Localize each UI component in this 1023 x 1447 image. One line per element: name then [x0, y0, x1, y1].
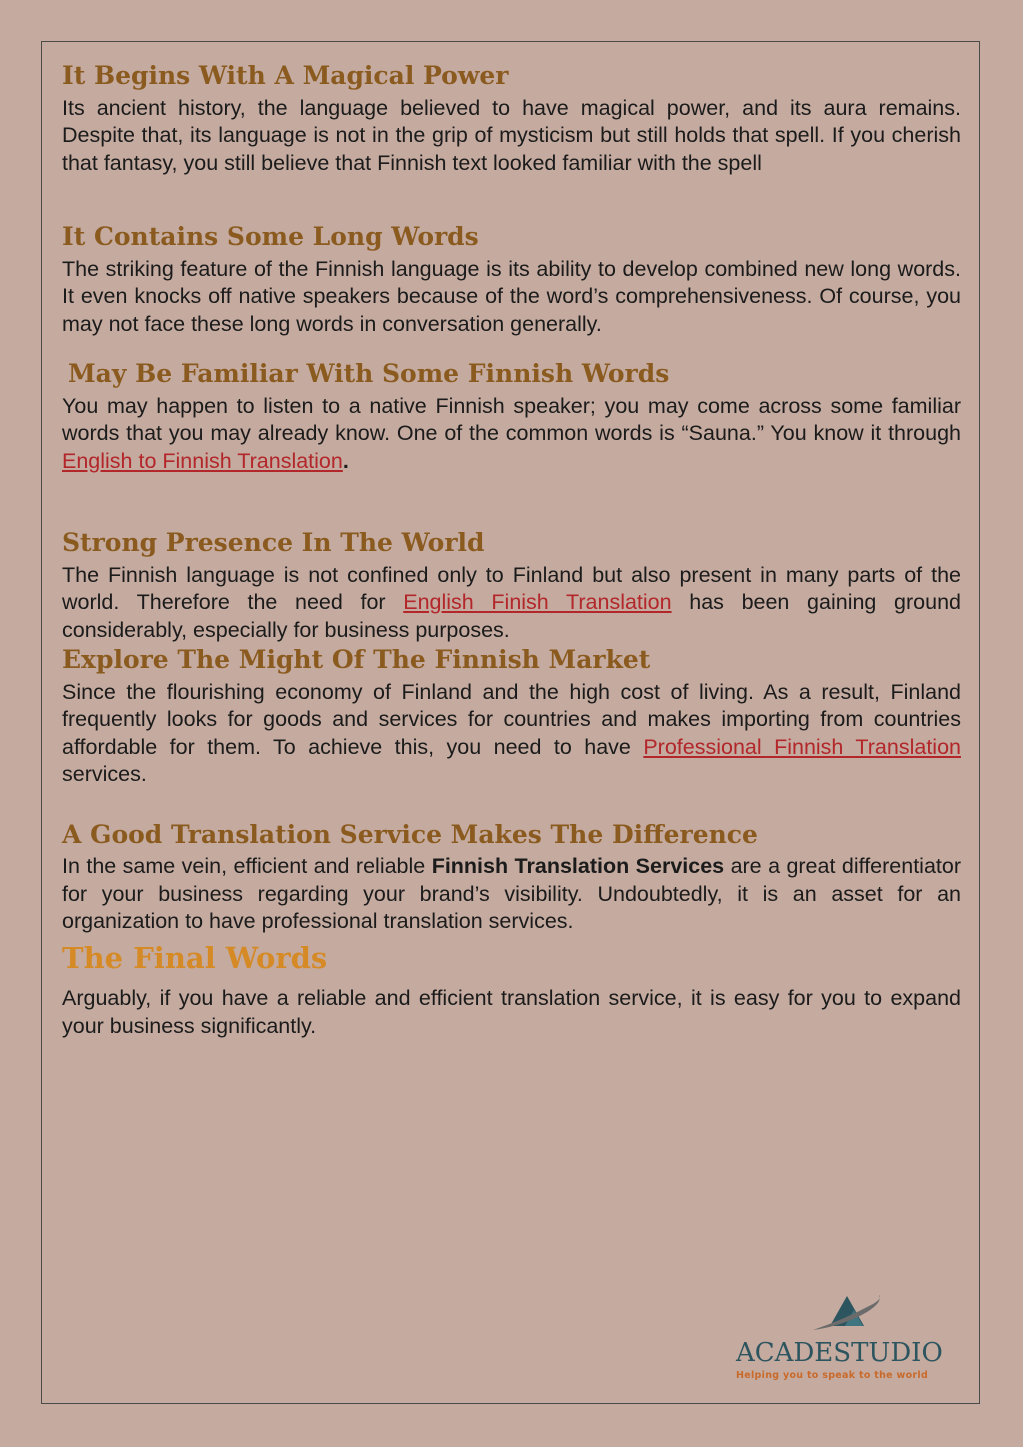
section-heading: A Good Translation Service Makes The Difference — [62, 819, 758, 849]
mountain-swoosh-icon — [733, 1290, 963, 1340]
text-before-link: Since the flourishing economy of Finland and the high cost of living. As a result, Finland frequently looks for goods and services for countries and makes importing from countries affordable for them. To achieve this, you need to have — [62, 679, 961, 759]
professional-finnish-link[interactable]: Professional Finnish Translation — [643, 734, 961, 759]
section-text — [62, 393, 961, 476]
section-heading: May Be Familiar With Some Finnish Words — [68, 359, 670, 388]
section-heading: It Contains Some Long Words — [62, 222, 479, 251]
text-before-bold: In the same vein, efficient and reliable — [62, 854, 432, 878]
section-heading: The Final Words — [62, 940, 328, 975]
section-strong-presence — [62, 527, 961, 644]
section-long-words — [62, 221, 961, 338]
section-magical-power — [62, 60, 961, 177]
text-before-link: You may happen to listen to a native Finnish speaker; you may come across some familiar words that you may already know. One of the common words is “Sauna.” You know it through — [62, 393, 961, 445]
section-text — [62, 853, 961, 936]
english-finish-link[interactable]: English Finish Translation — [403, 590, 672, 614]
document-body — [62, 60, 961, 1040]
section-text: The striking feature of the Finnish language is its ability to develop combined new long words. It even knocks off native speakers because of the word’s comprehensiveness. Of course, you may not face these long words in conversation generally. — [62, 256, 961, 336]
section-text — [62, 562, 961, 645]
section-text — [62, 679, 961, 789]
acadestudio-logo — [733, 1290, 963, 1382]
bold-phrase: Finnish Translation Services — [431, 854, 725, 878]
english-to-finnish-link[interactable]: English to Finnish Translation — [62, 448, 343, 473]
section-heading: Explore The Might Of The Finnish Market — [62, 645, 651, 674]
text-after-bold: are a great differentiator for your business regarding your brand’s visibility. Undoubtedly, it is an asset for an organization to have professional translation services. — [62, 854, 961, 933]
section-familiar-words — [62, 358, 961, 475]
section-good-translation — [62, 819, 961, 936]
section-heading: It Begins With A Magical Power — [62, 61, 509, 90]
section-final-words — [62, 940, 961, 1041]
text-after-link: . — [342, 448, 349, 473]
text-before-link: The Finnish language is not confined only to Finland but also present in many parts of the world. Therefore the need for — [62, 562, 961, 614]
section-text: Its ancient history, the language believed to have magical power, and its aura remains. Despite that, its language is not in the grip of mysticism but still holds that spell. If you cherish that fantasy, you still believe that Finnish text looked familiar with the spell — [62, 95, 961, 175]
text-after-link: services. — [62, 762, 147, 786]
section-text: Arguably, if you have a reliable and efficient translation service, it is easy for you to expand your business significantly. — [62, 986, 961, 1038]
section-finnish-market — [62, 644, 961, 789]
text-after-link: has been gaining ground considerably, especially for business purposes. — [62, 590, 961, 642]
section-heading: Strong Presence In The World — [62, 528, 485, 557]
logo-name: ACADESTUDIO — [736, 1338, 943, 1368]
logo-tagline: Helping you to speak to the world — [736, 1370, 929, 1381]
